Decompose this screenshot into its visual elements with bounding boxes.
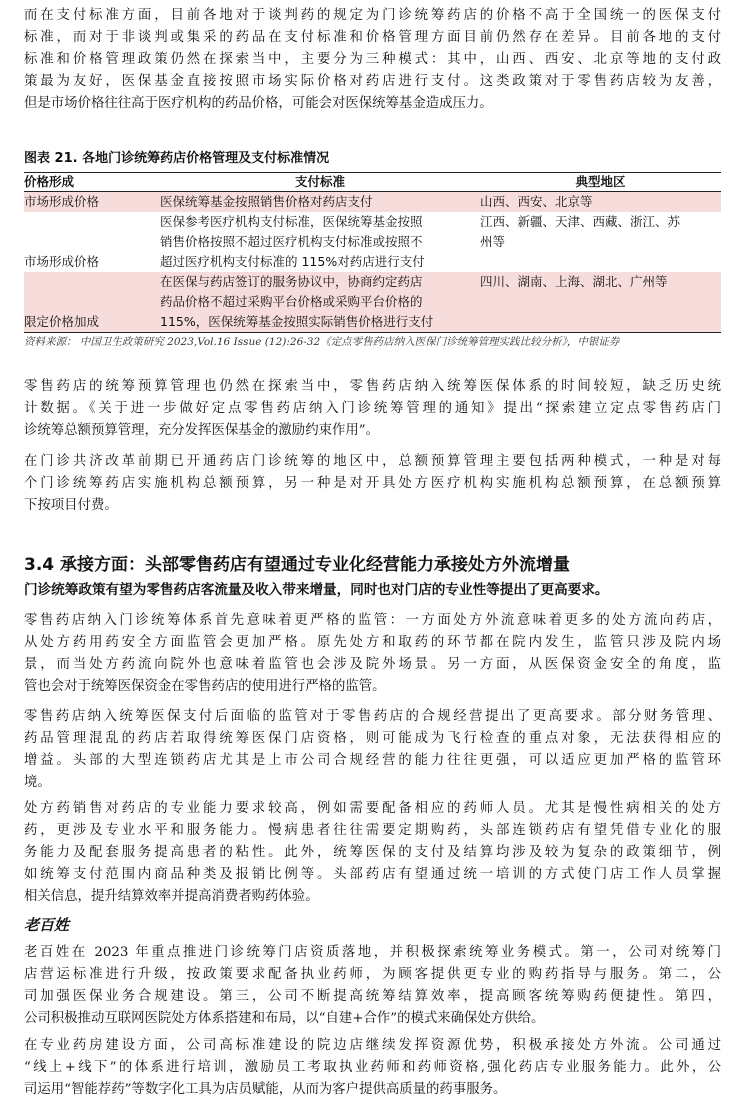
cell-standard [160,272,480,332]
pricing-text: 市场形成价格 [24,254,100,269]
header-standard: 支付标准 [294,174,345,189]
text-line: 诊统筹总额预算管理，充分发挥医保基金的激励约束作用”。 [24,423,379,438]
compliance-paragraph [24,706,721,794]
text-line: 个门诊统筹药店实施机构总额预算，另一种是对开具处方医疗机构实施机构总额预算，在总额预算 [24,476,721,491]
pricing-text: 限定价格加成 [24,314,100,329]
table-row [24,192,721,212]
text-line: 在门诊共济改革前期已开通药店门诊统筹的地区中，总额预算管理主要包括两种模式，一种是对每 [24,454,721,469]
text-line: 处方药销售对药店的专业能力要求较高，例如需要配备相应的药师人员。尤其是慢性病相关的处方 [24,801,721,816]
region-line: 四川、湖南、上海、湖北、广州等 [480,274,668,289]
text-line: “线上+线下”的体系进行培训，激励员工考取执业药师和药师资格,强化药店专业服务能力。此外，公 [24,1060,721,1075]
table-row [24,272,721,332]
cell-standard [160,192,480,212]
text-line: 零售药店纳入门诊统筹体系首先意味着更严格的监管：一方面处方外流意味着更多的处方流向药店， [24,613,721,628]
cell-pricing [24,192,160,212]
section-lead: 门诊统筹政策有望为零售药店客流量及收入带来增量，同时也对门店的专业性等提出了更高要求。 [24,582,609,598]
table-row [24,212,721,272]
text-line: 药，更涉及专业水平和服务能力。慢病患者往往需要定期购药，头部连锁药店有望凭借专业化的服 [24,823,721,838]
text-line: 相关信息，提升结算效率并提高消费者购药体验。 [24,889,319,904]
text-line: 景，而当处方药流向院外也意味着监管也会涉及院外场景。另一方面，从医保资金安全的角度，监 [24,657,721,672]
region-line: 州等 [480,234,506,249]
standard-line: 115%，医保统筹基金按照实际销售价格进行支付 [160,314,434,329]
text-line: 从处方药用药安全方面监管会更加严格。原先处方和取药的环节都在院内发生，监管只涉及院内场 [24,635,721,650]
section-heading: 3.4 承接方面：头部零售药店有望通过专业化经营能力承接处方外流增量 [24,555,571,575]
cell-regions [480,192,721,212]
text-line: 店营运标准进行升级，按政策要求配备执业药师，为顾客提供更专业的购药指导与服务。第二，公 [24,967,721,982]
text-line: 司加强医保业务合规建设。第三，公司不断提高统筹结算效率，提高顾客统筹购药便捷性。第四， [24,989,721,1004]
text-line: 司运用“智能荐药”等数字化工具为店员赋能，从而为客户提供高质量的药事服务。 [24,1082,507,1097]
text-line: 如统筹支付范围内商品种类及报销比例等。头部药店有望通过统一培训的方式使门店工作人员掌握 [24,867,721,882]
text-line: 务能力及配套服务提高患者的粘性。此外，统筹医保的支付及结算均涉及较为复杂的政策细节，例 [24,845,721,860]
table-header [24,173,721,192]
standard-line: 药品价格不超过采购平台价格或采购平台价格的 [160,294,423,309]
region-line: 江西、新疆、天津、西藏、浙江、苏 [480,214,681,229]
text-line: 策最为友好，医保基金直接按照市场实际价格对药店进行支付。这类政策对于零售药店较为友善， [24,74,721,89]
standard-line: 销售价格按照不超过医疗机构支付标准或按照不 [160,234,423,249]
cell-pricing [24,212,160,272]
text-line: 老百姓在 2023 年重点推进门诊统筹门店资质落地，并积极探索统筹业务模式。第一，公司对统筹门 [24,945,721,960]
standard-line: 超过医疗机构支付标准的 115%对药店进行支付 [160,254,425,269]
professional-paragraph [24,798,721,908]
text-line: 标准，而对于非谈判或集采的药品在支付标准和价格管理方面目前仍然存在差异。目前各地的支付 [24,30,721,45]
region-line: 山西、西安、北京等 [480,194,593,209]
text-line: 零售药店的统筹预算管理也仍然在探索当中，零售药店纳入统筹医保体系的时间较短，缺乏历史统 [24,379,721,394]
text-line: 增益。头部的大型连锁药店尤其是上市公司合规经营的能力往往更强，可以适应更加严格的监管环 [24,753,721,768]
pharmacy-paragraph [24,1035,721,1101]
text-line: 在专业药房建设方面，公司高标准建设的院边店继续发挥资源优势，积极承接处方外流。公司通过 [24,1038,721,1053]
text-line: 下按项目付费。 [24,498,118,513]
header-regions: 典型地区 [575,174,626,189]
figure-source: 资料来源： 中国卫生政策研究 2023,Vol.16 Issue (12):26-32《定点零售药店纳入医保门诊统筹管理实践比较分析》，中银证券 [24,336,620,348]
text-line: 而在支付标准方面，目前各地对于谈判药的规定为门诊统筹药店的价格不高于全国统一的医保支付 [24,8,721,23]
standard-line: 在医保与药店签订的服务协议中，协商约定药店 [160,274,423,289]
header-pricing: 价格形成 [24,174,75,189]
supervision-paragraph [24,610,721,698]
text-line: 计数据。《关于进一步做好定点零售药店纳入门诊统筹管理的通知》提出“探索建立定点零售药店门 [24,401,721,416]
laobaixing-paragraph [24,942,721,1030]
cell-pricing [24,272,160,332]
standard-line: 医保参考医疗机构支付标准，医保统筹基金按照 [160,214,423,229]
table-body [24,192,721,332]
budget-paragraph [24,376,721,442]
cell-regions [480,212,721,272]
text-line: 标准和价格管理政策仍然在探索当中，主要分为三种模式：其中，山西、西安、北京等地的支付政 [24,52,721,67]
price-management-table [24,172,721,333]
intro-paragraph [24,5,721,115]
text-line: 药品管理混乱的药店若取得统筹医保门店资格，则可能成为飞行检查的重点对象，无法获得相应的 [24,731,721,746]
company-subheading: 老百姓 [24,916,70,934]
text-line: 公司积极推动互联网医院处方体系搭建和布局，以“自建+合作”的模式来确保处方供给。 [24,1011,545,1026]
text-line: 境。 [24,775,51,790]
text-line: 管也会对于统筹医保资金在零售药店的使用进行严格的监管。 [24,679,386,694]
text-line: 但是市场价格往往高于医疗机构的药品价格，可能会对医保统筹基金造成压力。 [24,96,493,111]
figure-title: 图表 21. 各地门诊统筹药店价格管理及支付标准情况 [24,151,330,166]
cell-standard [160,212,480,272]
text-line: 零售药店纳入统筹医保支付后面临的监管对于零售药店的合规经营提出了更高要求。部分财务管理、 [24,709,721,724]
cell-regions [480,272,721,332]
standard-line: 医保统筹基金按照销售价格对药店支付 [160,194,373,209]
budget-models-paragraph [24,451,721,517]
pricing-text: 市场形成价格 [24,194,100,209]
